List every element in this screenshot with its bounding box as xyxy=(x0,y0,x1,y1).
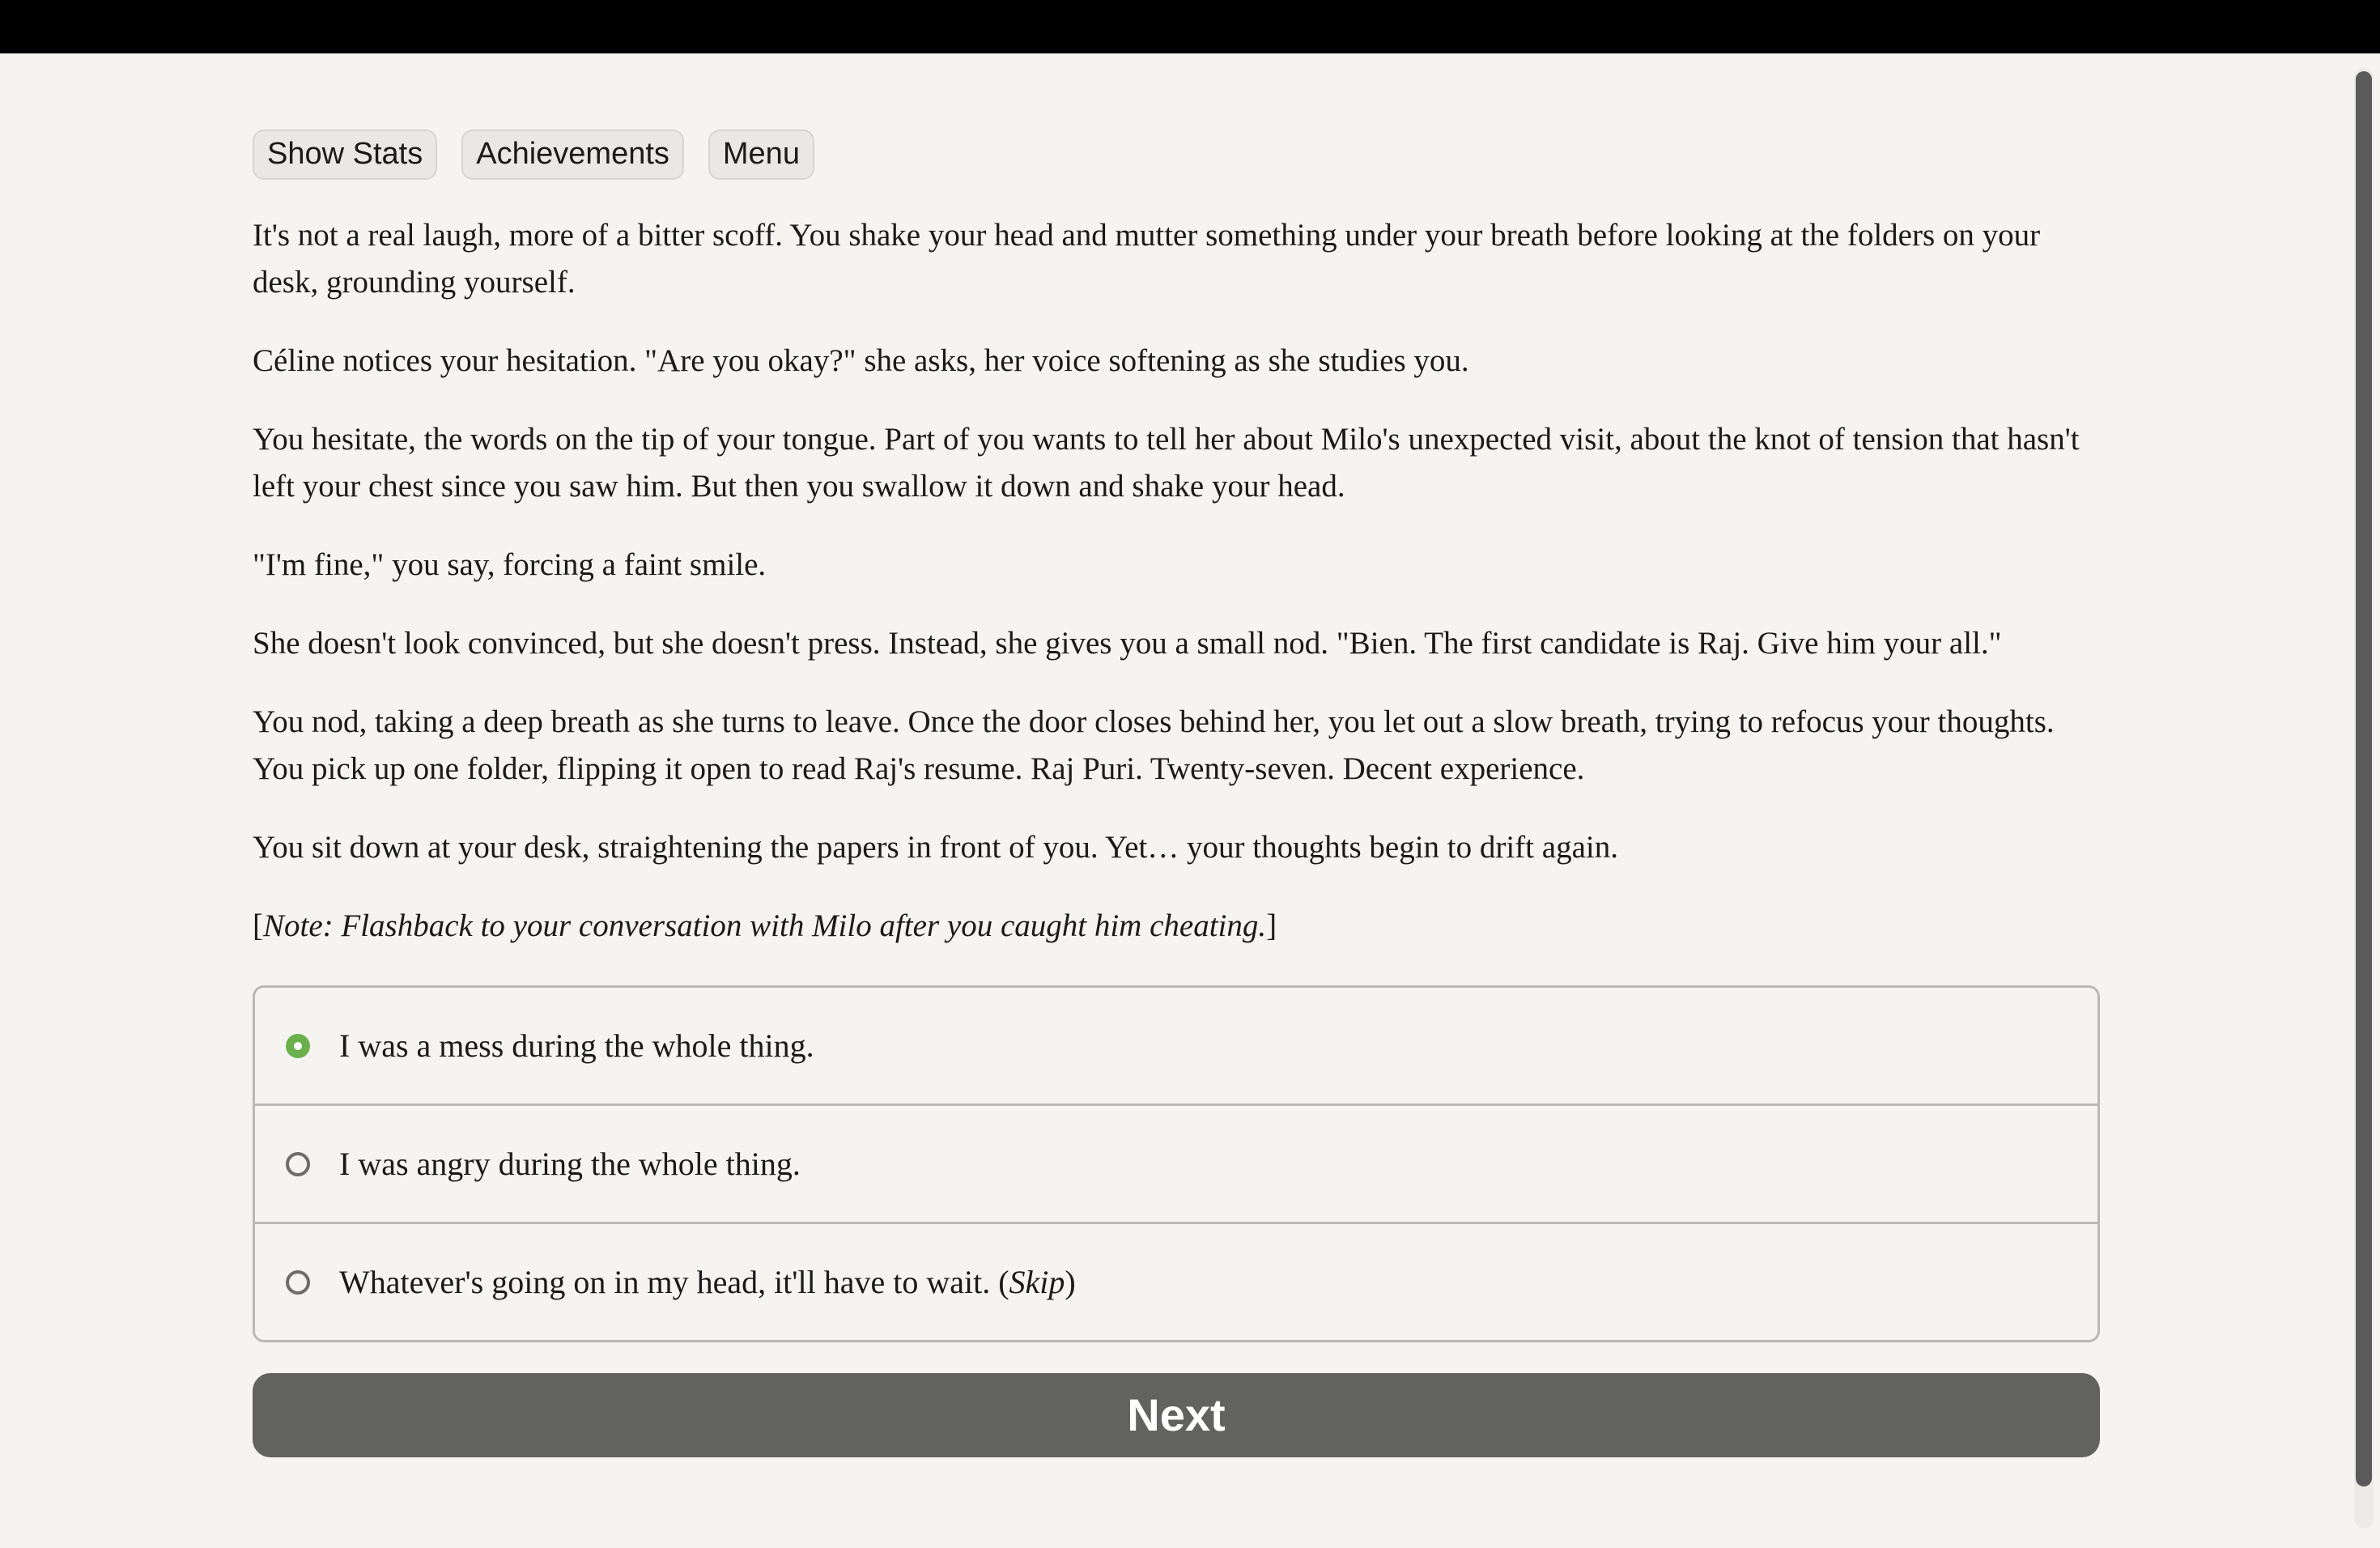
story-paragraph: It's not a real laugh, more of a bitter scoff. You shake your head and mutter something under your breath before looking at the folders on your desk, grounding yourself. xyxy=(253,218,2041,300)
scrollbar-thumb[interactable] xyxy=(2356,71,2372,1486)
radio-unselected-icon[interactable] xyxy=(286,1152,310,1176)
note-open-bracket: [ xyxy=(253,908,263,943)
radio-unselected-icon[interactable] xyxy=(286,1270,310,1295)
menu-button[interactable]: Menu xyxy=(708,130,814,180)
choice-label: I was a mess during the whole thing. xyxy=(339,1027,814,1064)
note-text: Note: Flashback to your conversation with Milo after you caught him cheating. xyxy=(263,908,1267,943)
story-paragraph: You sit down at your desk, straightening the papers in front of you. Yet… your thoughts begin to drift again. xyxy=(253,830,1618,865)
choice-label-suffix: ) xyxy=(1065,1264,1076,1300)
story-paragraph: "I'm fine," you say, forcing a faint smile. xyxy=(253,547,767,582)
note-close-bracket: ] xyxy=(1266,908,1277,943)
flashback-note xyxy=(253,903,2100,950)
game-content xyxy=(253,130,2100,1457)
story-paragraph: You hesitate, the words on the tip of your tongue. Part of you wants to tell her about Milo's unexpected visit, about the knot of tension that hasn't left your chest since you saw him. But then you swallow it down and shake your head. xyxy=(253,422,2080,504)
choice-option-mess[interactable] xyxy=(255,988,2097,1104)
story-text xyxy=(253,212,2100,950)
story-paragraph: She doesn't look convinced, but she doesn't press. Instead, she gives you a small nod. "Bien. The first candidate is Raj. Give him your all." xyxy=(253,626,2002,661)
radio-selected-icon[interactable] xyxy=(286,1034,310,1058)
next-button[interactable]: Next xyxy=(253,1373,2100,1457)
show-stats-button[interactable]: Show Stats xyxy=(253,130,437,180)
choice-label: I was angry during the whole thing. xyxy=(339,1146,801,1182)
choice-option-skip[interactable] xyxy=(255,1222,2097,1340)
choice-option-angry[interactable] xyxy=(255,1104,2097,1222)
story-paragraph: Céline notices your hesitation. "Are you okay?" she asks, her voice softening as she studies you. xyxy=(253,343,1469,378)
toolbar xyxy=(253,130,2100,180)
achievements-button[interactable]: Achievements xyxy=(461,130,684,180)
choice-label-text: Whatever's going on in my head, it'll have to wait. ( xyxy=(339,1264,1009,1300)
choice-label xyxy=(339,1263,1076,1301)
choice-label-skip: Skip xyxy=(1009,1264,1065,1300)
story-paragraph: You nod, taking a deep breath as she turns to leave. Once the door closes behind her, you let out a slow breath, trying to refocus your thoughts. You pick up one folder, flipping it open to read Raj's resume. Raj Puri. Twenty-seven. Decent experience. xyxy=(253,704,2055,786)
browser-top-bar xyxy=(0,0,2380,53)
choice-list xyxy=(253,985,2100,1342)
